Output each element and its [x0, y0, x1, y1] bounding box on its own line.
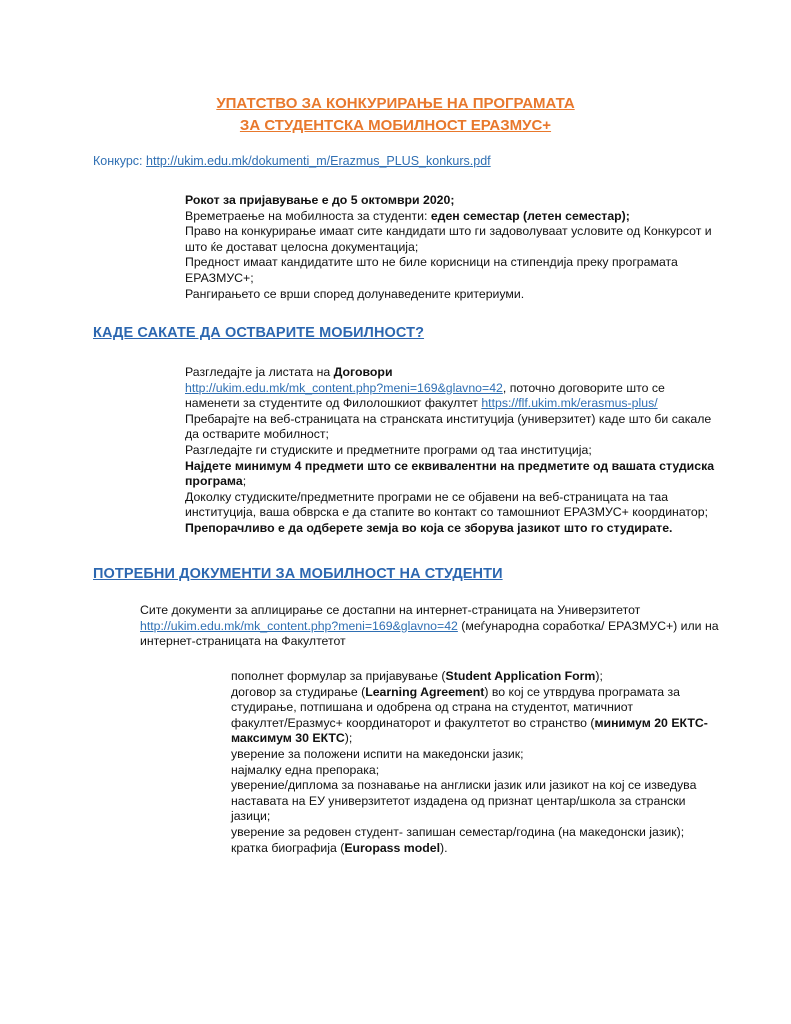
find-courses-text-2: програма; — [185, 474, 247, 489]
search-institution-text-1: Пребарајте на веб-страницата на странската институција (универзитет) каде што би сакале — [185, 411, 712, 426]
document-title-line-1: УПАТСТВО ЗА КОНКУРИРАЊЕ НА ПРОГРАМАТА — [216, 95, 575, 112]
review-programs-text: Разгледајте ги студиските и предметните програми од таа институција; — [185, 442, 592, 457]
contest-label: Конкурс: — [93, 154, 143, 168]
list-item-continuation: наставата на ЕУ универзитетот издадена од признат центар/школа за странски — [231, 793, 686, 808]
priority-text-1: Предност имаат кандидатите што не биле корисници на стипендија преку програмата — [185, 255, 678, 270]
list-item-continuation: максимум 30 ЕКТС); — [231, 731, 353, 746]
eligibility-text-2: што ќе достават целосна документација; — [185, 239, 419, 254]
contact-coordinator-text-2: институција, ваша обврска е да стапите во контакт со тамошниот ЕРАЗМУС+ координатор; — [185, 505, 709, 520]
list-item: пополнет формулар за пријавување (Student Application Form); — [231, 669, 603, 683]
search-institution-text-2: да остварите мобилност; — [185, 427, 329, 442]
contest-line — [93, 154, 491, 168]
documents-list — [231, 669, 708, 856]
section-heading-documents: ПОТРЕБНИ ДОКУМЕНТИ ЗА МОБИЛНОСТ НА СТУДЕНТИ — [93, 566, 503, 582]
section-heading-mobility: КАДЕ САКАТЕ ДА ОСТВАРИТЕ МОБИЛНОСТ? — [93, 325, 425, 341]
ranking-text: Рангирањето се врши според долунаведените критериуми. — [185, 286, 525, 301]
list-item: уверение за редовен студент- запишан семестар/година (на македонски јазик); — [231, 824, 685, 839]
find-courses-text-1: Најдете минимум 4 предмети што се еквивалентни на предметите од вашата студиска — [185, 458, 715, 473]
list-item-continuation: јазици; — [231, 809, 271, 824]
list-item-continuation: студирање, потпишана и одобрена од страна на студентот, матичниот — [231, 700, 633, 715]
list-item: договор за студирање (Learning Agreement) во кој се утврдува програмата за — [231, 684, 680, 699]
duration-text: Времетраење на мобилноста за студенти: еден семестар (летен семестар); — [185, 208, 630, 223]
agreements-line: Разгледајте ја листата на Договори — [185, 365, 393, 379]
document-title-line-2: ЗА СТУДЕНТСКА МОБИЛНОСТ ЕРАЗМУС+ — [239, 117, 552, 134]
university-documents-link[interactable]: http://ukim.edu.mk/mk_content.php?meni=169&glavno=42 — [140, 618, 458, 633]
documents-intro-text-3: интернет-страницата на Факултетот — [140, 634, 346, 649]
agreements-link-line: http://ukim.edu.mk/mk_content.php?meni=169&glavno=42, поточно договорите што се — [185, 380, 665, 395]
agreements-link[interactable]: http://ukim.edu.mk/mk_content.php?meni=169&glavno=42 — [185, 380, 503, 395]
list-item: кратка биографија (Europass model). — [231, 840, 448, 855]
contact-coordinator-text-1: Доколку студиските/предметните програми не се објавени на веб-страницата на таа — [185, 489, 669, 504]
recommendation-text: Препорачливо е да одберете земја во која се зборува јазикот што го студирате. — [185, 520, 673, 535]
mobility-instructions — [185, 365, 714, 537]
documents-link-line: http://ukim.edu.mk/mk_content.php?meni=169&glavno=42 (меѓународна соработка/ ЕРАЗМУС+) или на — [140, 618, 719, 633]
documents-intro — [140, 603, 719, 650]
list-item: најмалку една препорака; — [231, 762, 380, 777]
list-item-continuation: факултет/Еразмус+ координаторот и факултетот во странство (минимум 20 ЕКТС- — [231, 715, 708, 730]
documents-intro-text-1: Сите документи за аплицирање се достапни на интернет-страницата на Универзитетот — [140, 603, 641, 617]
list-item: уверение/диплома за познавање на англиски јазик или јазикот на кој се изведува — [231, 778, 697, 793]
contest-link[interactable]: http://ukim.edu.mk/dokumenti_m/Erazmus_PLUS_konkurs.pdf — [146, 154, 491, 168]
eligibility-text-1: Право на конкурирање имаат сите кандидати што ги задоволуваат условите од Конкурсот и — [185, 224, 712, 239]
list-item: уверение за положени испити на македонски јазик; — [231, 746, 524, 761]
faculty-line: наменети за студентите од Филолошкиот факултет https://flf.ukim.mk/erasmus-plus/ — [185, 396, 658, 411]
priority-text-2: ЕРАЗМУС+; — [185, 270, 254, 285]
intro-block — [185, 193, 712, 302]
faculty-erasmus-link[interactable]: https://flf.ukim.mk/erasmus-plus/ — [481, 396, 658, 411]
deadline-text: Рокот за пријавување е до 5 октомври 2020; — [185, 193, 455, 207]
